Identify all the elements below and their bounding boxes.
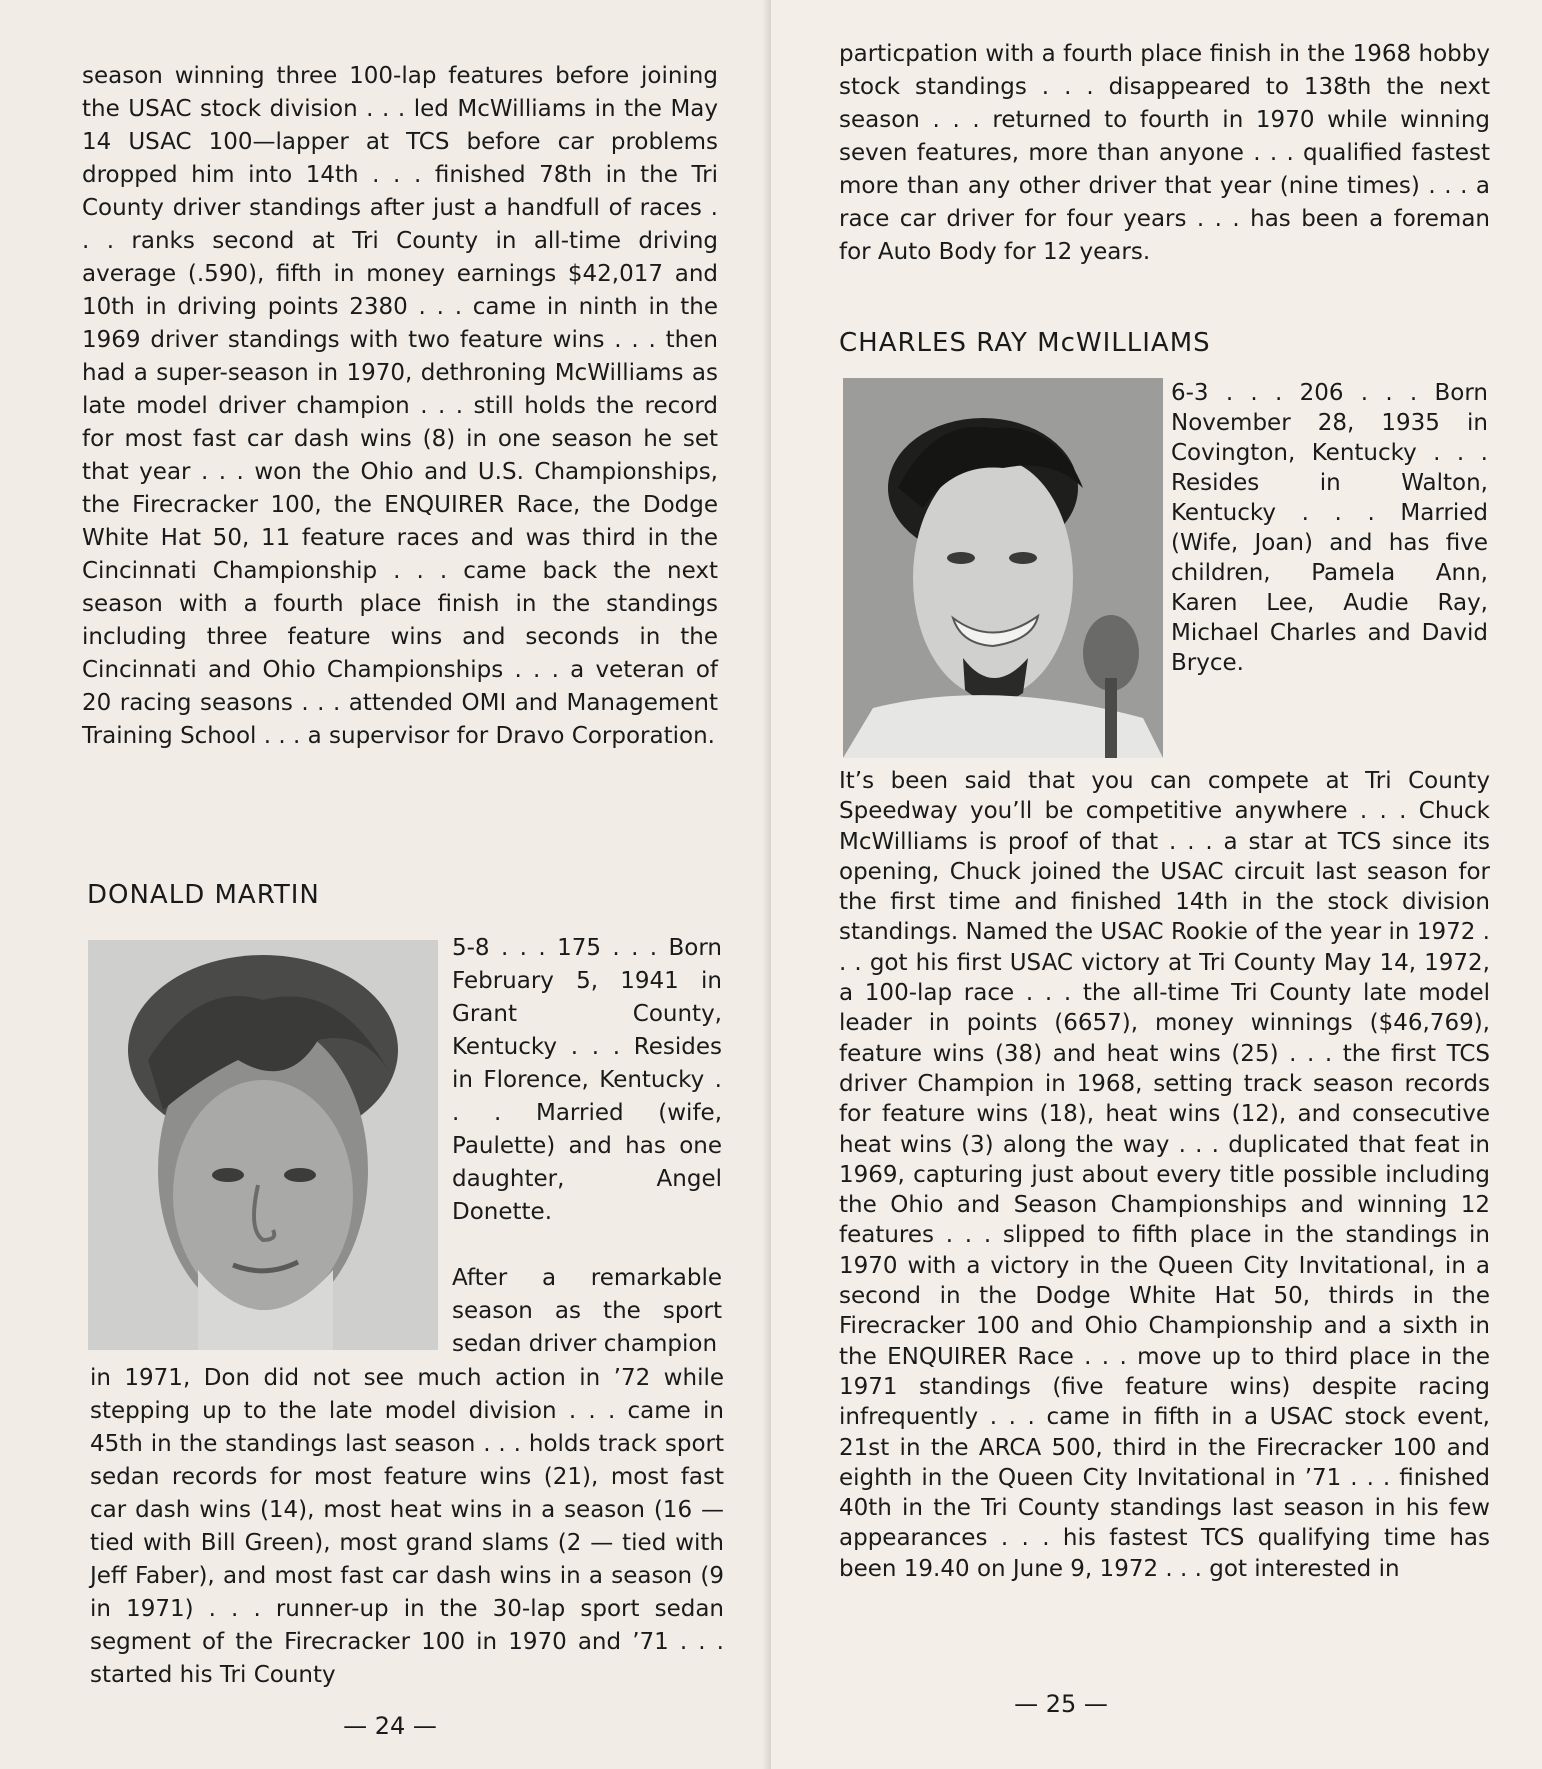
driver-name-heading: DONALD MARTIN (87, 880, 320, 910)
story-body: in 1971, Don did not see much action in ’72 while stepping up to the late model division . . . came in 45th in the standings last season . . . holds track sport sedan records for most feature wins (21), most fast car dash wins (14), most heat wins in a season (16 — tied with Bill Green), most grand slams (2 — tied with Jeff Faber), and most fast car dash wins in a season (9 in 1971) . . . runner-up in the 30-lap sport sedan segment of the Firecracker 100 in 1970 and ’71 . . . started his Tri County (90, 1365, 724, 1688)
continued-paragraph: season winning three 100-lap features before joining the USAC stock division . . . led McWilliams in the May 14 USAC 100—lapper at TCS before car problems dropped him into 14th . . . finished 78th in the Tri County driver standings after just a handfull of races . . . ranks second at Tri County in all-time driving average (.590), fifth in money earnings $42,017 and 10th in driving points 2380 . . . came in ninth in the 1969 driver standings with two feature wins . . . then had a super-season in 1970, dethroning McWilliams as late model driver champion . . . still holds the record for most fast car dash wins (8) in one season he set that year . . . won the Ohio and U.S. Championships, the Firecracker 100, the ENQUIRER Race, the Dodge White Hat 50, 11 feature races and was third in the Cincinnati Championship . . . came back the next season with a fourth place finish in the standings including three feature wins and seconds in the Cincinnati and Ohio Championships . . . a veteran of 20 racing seasons . . . attended OMI and Management Training School . . . a supervisor for Dravo Corporation. (82, 63, 718, 749)
driver-bio: 6-3 . . . 206 . . . Born November 28, 1935 in Covington, Kentucky . . . Resides in Walton, Kentucky . . . Married (Wife, Joan) and has five children, Pamela Ann, Karen Lee, Audie Ray, Michael Charles and David Bryce. (1171, 380, 1488, 676)
portrait-image (88, 940, 438, 1350)
continued-paragraph: particpation with a fourth place finish in the 1968 hobby stock standings . . . disappeared to 138th the next season . . . returned to fourth in 1970 while winning seven features, more than anyone . . . qualified fastest more than any other driver that year (nine times) . . . a race car driver for four years . . . has been a foreman for Auto Body for 12 years. (839, 41, 1490, 265)
page-number: — 25 — (1014, 1690, 1108, 1718)
driver-photo-donald-martin (88, 940, 438, 1350)
driver-name-heading: CHARLES RAY McWILLIAMS (839, 328, 1211, 358)
story-body: It’s been said that you can compete at Tri County Speedway you’ll be competitive anywhere . . . Chuck McWilliams is proof of that . . . a star at TCS since its opening, Chuck joined the USAC circuit last season for the first time and finished 14th in the stock division standings. Named the USAC Rookie of the year in 1972 . . . got his first USAC victory at Tri County May 14, 1972, a 100-lap race . . . the all-time Tri County late model leader in points (6657), money winnings ($46,769), feature wins (38) and heat wins (25) . . . the first TCS driver Champion in 1968, setting track season records for feature wins (18), heat wins (12), and consecutive heat wins (3) along the way . . . duplicated that feat in 1969, capturing just about every title possible including the Ohio and Season Championships and winning 12 features . . . slipped to fifth place in the standings in 1970 with a victory in the Queen City Invitational, in a second in the Dodge White Hat 50, thirds in the Firecracker 100 and Ohio Championship and a sixth in the ENQUIRER Race . . . move up to third place in the 1971 standings (five feature wins) despite racing infrequently . . . came in fifth in a USAC stock event, 21st in the ARCA 500, third in the Firecracker 100 and eighth in the Queen City Invitational in ’71 . . . finished 40th in the Tri County standings last season in his few appearances . . . his fastest TCS qualifying time has been 19.40 on June 9, 1972 . . . got interested in (839, 768, 1490, 1582)
driver-bio: 5-8 . . . 175 . . . Born February 5, 1941 in Grant County, Kentucky . . . Resides in Florence, Kentucky . . . Married (wife, Paulette) and has one daughter, Angel Donette. (452, 935, 722, 1225)
portrait-image (843, 378, 1163, 758)
story-lead: After a remarkable season as the sport sedan driver champion (452, 1265, 722, 1357)
driver-photo-charles-mcwilliams (843, 378, 1163, 758)
page-25 (771, 0, 1542, 1769)
page-number: — 24 — (343, 1712, 437, 1740)
